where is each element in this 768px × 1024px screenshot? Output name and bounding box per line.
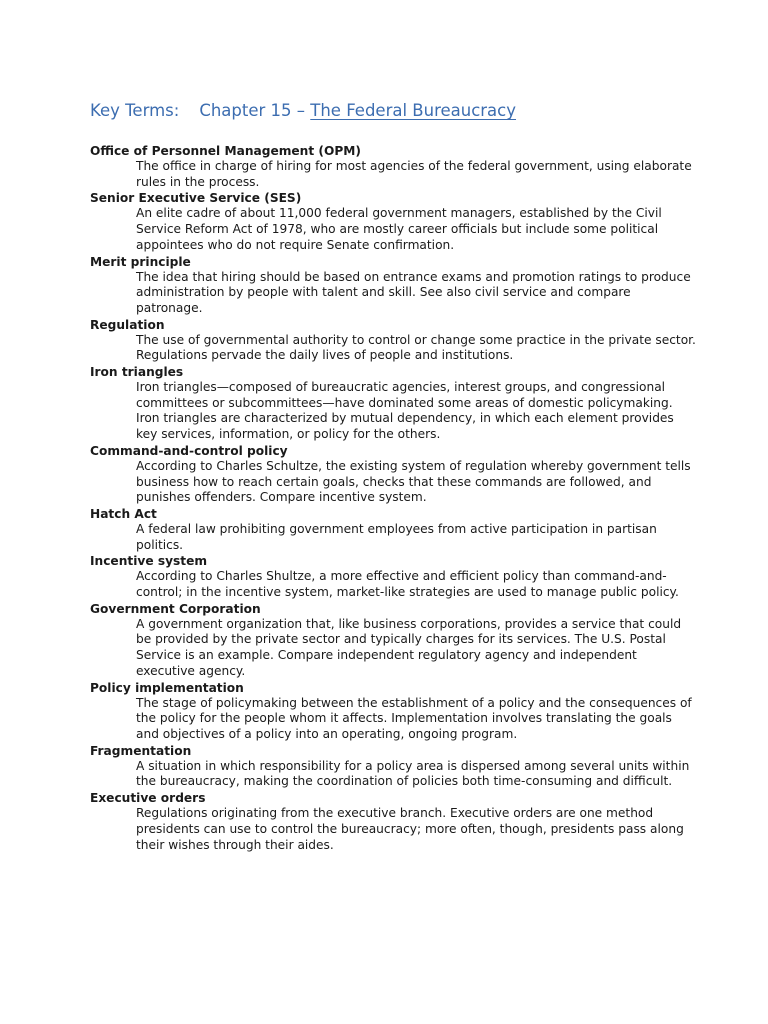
term-definition: Iron triangles—composed of bureaucratic agencies, interest groups, and congressional committees or subcommittees—have dominated some areas of domestic policymaking. Iron triangles are characterized by mutual dependency, in which each element provides key services, information, or policy for the others.	[136, 380, 674, 442]
term-title: Office of Personnel Management (OPM)	[90, 144, 361, 158]
term-definition: A situation in which responsibility for a policy area is dispersed among several units within the bureaucracy, making the coordination of policies both time-consuming and difficult.	[136, 758, 690, 789]
term-definition: The idea that hiring should be based on entrance exams and promotion ratings to produce administration by people with talent and skill. See also civil service and compare patronage.	[136, 269, 691, 315]
term-definition: Regulations originating from the executive branch. Executive orders are one method presidents can use to control the bureaucracy; more often, though, presidents pass along their wishes through their aides.	[136, 806, 684, 852]
term-title: Hatch Act	[90, 506, 157, 521]
term-entry	[90, 743, 690, 790]
chapter-title: The Federal Bureaucracy	[310, 101, 517, 120]
term-entry	[90, 190, 690, 253]
term-entry	[90, 364, 690, 443]
term-title: Executive orders	[90, 791, 206, 806]
term-title: Fragmentation	[90, 743, 192, 758]
term-entry	[90, 601, 690, 680]
term-title: Senior Executive Service (SES)	[90, 191, 302, 206]
term-title: Incentive system	[90, 554, 208, 569]
term-entry	[90, 317, 696, 364]
term-title: Regulation	[90, 317, 165, 332]
chapter-label: Chapter 15 –	[199, 101, 306, 120]
page-title	[90, 99, 690, 123]
term-definition: A government organization that, like business corporations, provides a service that could be provided by the private sector and typically charges for its services. The U.S. Postal Service is an example. Compare independent regulatory agency and independent executive agency.	[136, 616, 682, 678]
term-entry	[90, 143, 690, 190]
term-definition: The use of governmental authority to control or change some practice in the private sector. Regulations pervade the daily lives of people and institutions.	[136, 332, 696, 363]
term-entry	[90, 254, 690, 317]
term-title: Iron triangles	[90, 365, 184, 380]
term-title: Government Corporation	[90, 601, 261, 616]
term-definition: The stage of policymaking between the establishment of a policy and the consequences of the policy for the people whom it affects. Implementation involves translating the goals and objectives of a policy into an operating, ongoing program.	[136, 695, 692, 741]
terms-list	[90, 143, 696, 853]
term-definition: The office in charge of hiring for most agencies of the federal government, using elaborate rules in the process.	[136, 159, 692, 189]
term-entry	[90, 790, 690, 853]
term-title: Policy implementation	[90, 680, 244, 695]
document-page	[90, 99, 696, 853]
term-definition: According to Charles Schultze, the existing system of regulation whereby government tells business how to reach certain goals, checks that these commands are followed, and punishes offenders. Compare incentive system.	[136, 458, 691, 505]
term-definition: An elite cadre of about 11,000 federal government managers, established by the Civil Service Reform Act of 1978, who are mostly career officials but include some political appointees who do not require Senate confirmation.	[136, 206, 662, 252]
term-entry	[90, 506, 690, 553]
key-terms-label: Key Terms:	[90, 101, 180, 120]
term-title: Merit principle	[90, 254, 191, 269]
term-entry	[90, 553, 690, 600]
term-definition: According to Charles Shultze, a more effective and efficient policy than command-and-control; in the incentive system, market-like strategies are used to manage public policy.	[136, 569, 679, 600]
term-title: Command-and-control policy	[90, 443, 288, 458]
term-entry	[90, 680, 690, 743]
term-entry	[90, 443, 690, 506]
term-definition: A federal law prohibiting government employees from active participation in partisan politics.	[136, 521, 657, 552]
